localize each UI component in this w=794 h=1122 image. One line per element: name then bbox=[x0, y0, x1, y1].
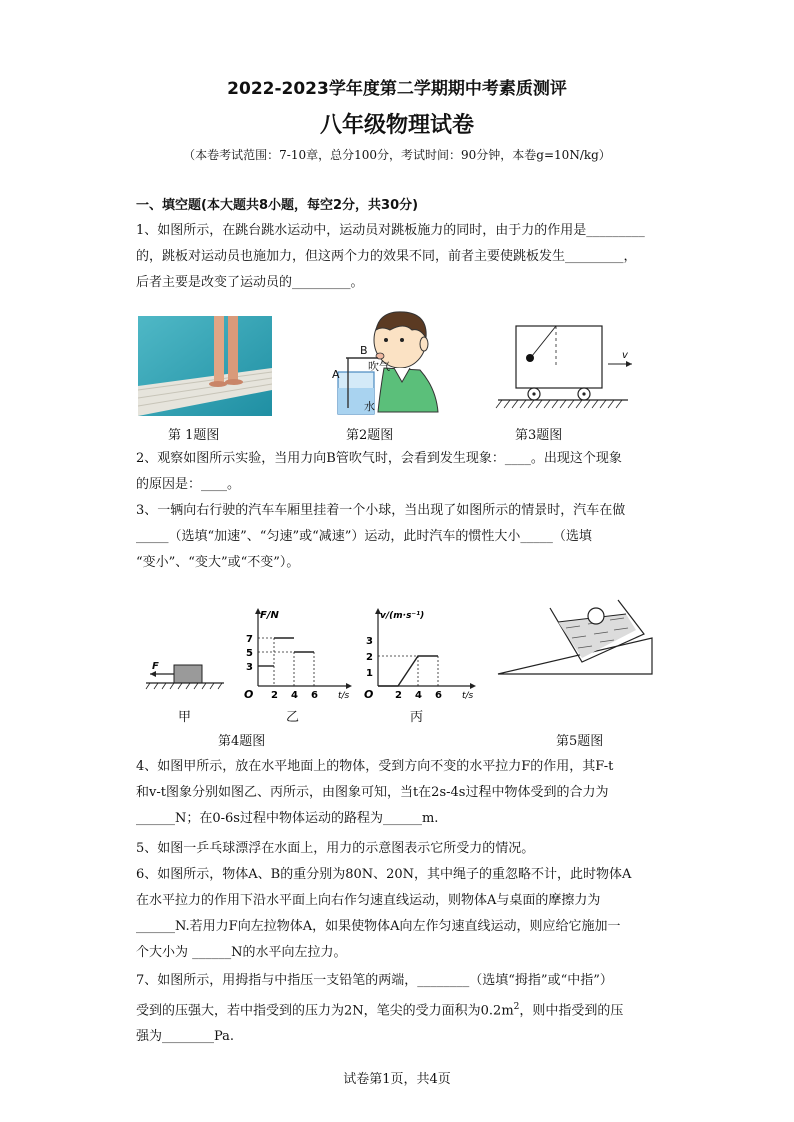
figure-4-bing-vt-graph bbox=[358, 604, 482, 700]
figure-2-blowing-experiment bbox=[320, 308, 444, 416]
question-2-line-2: 的原因是：____。 bbox=[136, 477, 241, 492]
exam-title: 2022-2023学年度第二学期期中考素质测评 bbox=[227, 79, 567, 99]
graph-yi-ylabel: F/N bbox=[260, 610, 279, 621]
caption-figure-3: 第3题图 bbox=[515, 428, 563, 443]
question-1-line-2: 的，跳板对运动员也施加力，但这两个力的效果不同，前者主要使跳板发生_________， bbox=[136, 249, 637, 264]
question-4-line-2: 和v-t图象分别如图乙、丙所示，由图象可知，当t在2s-4s过程中物体受到的合力为 bbox=[136, 785, 609, 800]
figure-4-yi-ft-graph bbox=[238, 604, 358, 700]
question-7-line-2-text: 受到的压强大，若中指受到的压力为2N，笔尖的受力面积为0.2m bbox=[136, 1003, 514, 1019]
question-5-line-1: 5、如图一乒乓球漂浮在水面上，用力的示意图表示它所受力的情况。 bbox=[136, 841, 535, 856]
question-7 bbox=[136, 968, 664, 1050]
figure-2-label-blow: 吹气 bbox=[368, 360, 390, 373]
question-4-line-1: 4、如图甲所示，放在水平地面上的物体，受到方向不变的水平拉力F的作用，其F-t bbox=[136, 759, 614, 774]
graph-bing-origin: O bbox=[364, 688, 374, 700]
figure-5-floating-ball-incline bbox=[496, 598, 656, 680]
question-5 bbox=[136, 836, 664, 862]
caption-figure-5: 第5题图 bbox=[556, 734, 604, 749]
graph-yi-xlabel: t/s bbox=[338, 691, 350, 700]
question-2-line-1: 2、观察如图所示实验，当用力向B管吹气时，会看到发生现象：____。出现这个现象 bbox=[136, 451, 622, 466]
graph-bing-ytick-2: 2 bbox=[366, 652, 373, 663]
graph-bing-xtick-6: 6 bbox=[435, 690, 442, 700]
caption-figure-1: 第 1题图 bbox=[168, 428, 220, 443]
question-7-line-1: 7、如图所示，用拇指与中指压一支铅笔的两端，________（选填“拇指”或“中指”） bbox=[136, 973, 613, 988]
exam-scope: （本卷考试范围：7-10章，总分100分，考试时间：90分钟，本卷g=10N/kg） bbox=[183, 148, 611, 162]
graph-bing-ylabel: v/(m·s⁻¹) bbox=[380, 611, 425, 621]
question-6-line-2: 在水平拉力的作用下沿水平面上向右作匀速直线运动，则物体A与桌面的摩擦力为 bbox=[136, 893, 601, 908]
question-7-line-2 bbox=[136, 994, 664, 1024]
figure-4-label-jia: 甲 bbox=[178, 710, 192, 725]
figure-4-label-bing: 丙 bbox=[410, 710, 424, 725]
question-6-line-1: 6、如图所示，物体A、B的重分别为80N、20N，其中绳子的重忽略不计，此时物体A bbox=[136, 867, 632, 882]
question-7-line-3: 强为________Pa. bbox=[136, 1029, 235, 1045]
figure-2-label-water: 水 bbox=[364, 400, 375, 413]
caption-figure-2: 第2题图 bbox=[346, 428, 394, 443]
figure-4-jia-block bbox=[144, 655, 226, 695]
question-1-line-3: 后者主要是改变了运动员的_________。 bbox=[136, 275, 364, 290]
question-1 bbox=[136, 218, 664, 296]
graph-bing-ytick-1: 1 bbox=[366, 668, 373, 679]
question-3-line-1: 3、一辆向右行驶的汽车车厢里挂着一个小球，当出现了如图所示的情景时，汽车在做 bbox=[136, 503, 626, 518]
graph-bing-ytick-3: 3 bbox=[366, 636, 373, 647]
page-footer: 试卷第1页，共4页 bbox=[343, 1072, 451, 1087]
question-7-line-2-end: ，则中指受到的压 bbox=[519, 1003, 624, 1019]
figure-3-car-pendulum bbox=[490, 320, 636, 416]
graph-yi-xtick-2: 2 bbox=[271, 690, 278, 700]
graph-bing-xtick-2: 2 bbox=[395, 690, 402, 700]
graph-yi-ytick-3: 3 bbox=[246, 662, 253, 673]
question-4-line-3: ______N；在0-6s过程中物体运动的路程为______m. bbox=[136, 811, 439, 826]
question-7-superscript: 2 bbox=[513, 1002, 520, 1012]
graph-yi-ytick-5: 5 bbox=[246, 648, 253, 659]
question-6-line-4: 个大小为 ______N的水平向左拉力。 bbox=[136, 945, 347, 960]
question-3-line-3: “变小”、“变大”或“不变”）。 bbox=[136, 555, 300, 570]
question-2 bbox=[136, 446, 664, 498]
figure-3-label-v: v bbox=[622, 350, 628, 361]
graph-yi-ytick-7: 7 bbox=[246, 634, 253, 645]
question-3 bbox=[136, 498, 664, 576]
figure-2-label-a: A bbox=[332, 368, 340, 381]
question-4 bbox=[136, 754, 664, 832]
question-1-line-1: 1、如图所示，在跳台跳水运动中，运动员对跳板施力的同时，由于力的作用是_________ bbox=[136, 223, 645, 238]
exam-subtitle: 八年级物理试卷 bbox=[319, 113, 474, 138]
graph-yi-xtick-4: 4 bbox=[291, 690, 298, 700]
question-3-line-2: _____（选填“加速”、“匀速”或“减速”）运动，此时汽车的惯性大小_____（选填 bbox=[136, 529, 592, 544]
section-heading: 一、填空题(本大题共8小题，每空2分，共30分) bbox=[136, 198, 419, 213]
graph-bing-xtick-4: 4 bbox=[415, 690, 422, 700]
caption-figure-4: 第4题图 bbox=[218, 734, 266, 749]
figure-1-diving-photo bbox=[138, 316, 272, 416]
figure-4-force-label: F bbox=[152, 661, 159, 672]
graph-yi-xtick-6: 6 bbox=[311, 690, 318, 700]
graph-bing-xlabel: t/s bbox=[462, 691, 474, 700]
figure-4-label-yi: 乙 bbox=[286, 710, 300, 725]
question-6-line-3: ______N.若用力F向左拉物体A，如果使物体A向左作匀速直线运动，则应给它施加一 bbox=[136, 919, 621, 934]
figure-2-label-b: B bbox=[360, 344, 368, 357]
graph-yi-origin: O bbox=[244, 688, 254, 700]
question-6 bbox=[136, 862, 664, 966]
